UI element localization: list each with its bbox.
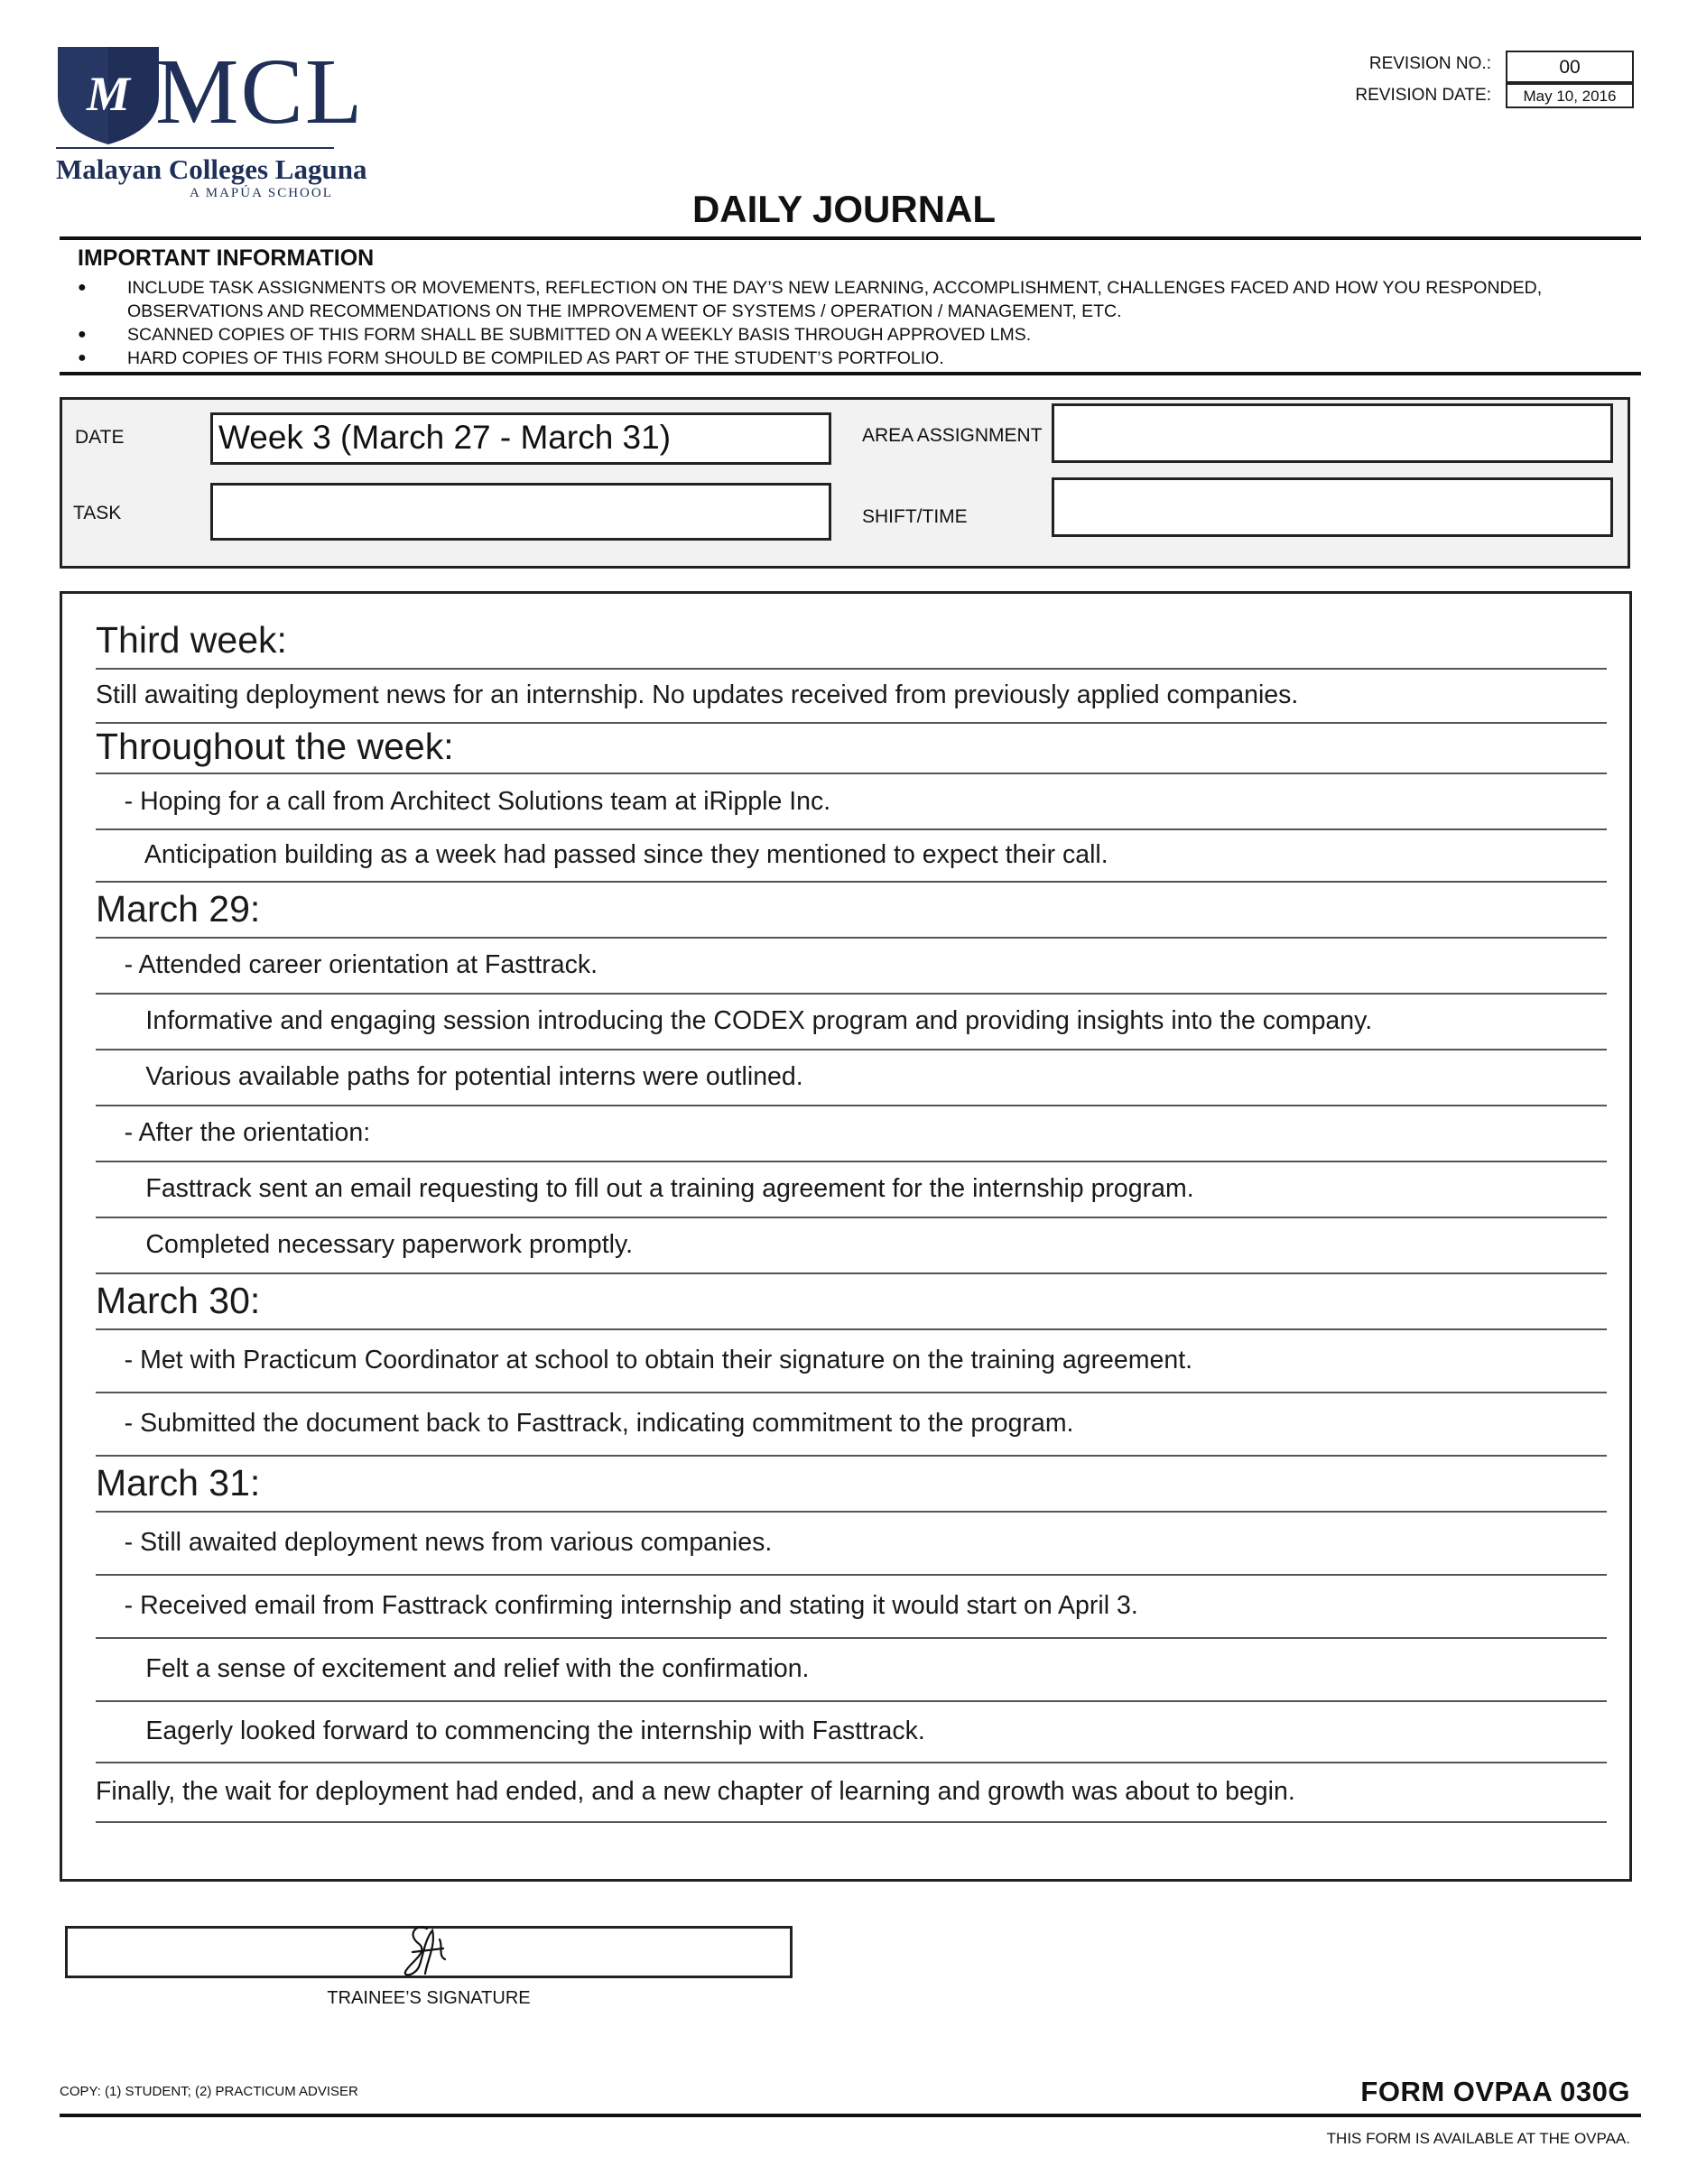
journal-line: Completed necessary paperwork promptly. [96, 1218, 1607, 1274]
title-divider [60, 236, 1641, 240]
bullet-icon: ● [78, 350, 87, 366]
info-item-text: HARD COPIES OF THIS FORM SHOULD BE COMPILED AS PART OF THE STUDENT’S PORTFOLIO. [127, 348, 944, 368]
journal-line: - Met with Practicum Coordinator at school to obtain their signature on the training agreement. [96, 1330, 1607, 1393]
important-info-list [78, 276, 1576, 370]
journal-line: Informative and engaging session introducing the CODEX program and providing insights into the company. [96, 995, 1607, 1050]
copy-distribution: COPY: (1) STUDENT; (2) PRACTICUM ADVISER [60, 2084, 358, 2099]
logo-wordmark: MCL [155, 40, 365, 143]
journal-heading: March 29: [96, 883, 1607, 939]
area-assignment-field[interactable] [1052, 403, 1613, 463]
date-value: Week 3 (March 27 - March 31) [218, 419, 672, 456]
school-logo [54, 40, 367, 204]
revision-date-field: May 10, 2016 [1506, 83, 1634, 108]
shift-time-field[interactable] [1052, 477, 1613, 537]
revision-no-field: 00 [1506, 51, 1634, 83]
task-field[interactable] [210, 483, 831, 541]
mcl-shield-icon [54, 42, 162, 148]
journal-heading: March 31: [96, 1457, 1607, 1513]
info-item [78, 323, 1576, 347]
journal-heading: March 30: [96, 1274, 1607, 1330]
school-name: Malayan Colleges Laguna [56, 153, 367, 185]
info-item-text: INCLUDE TASK ASSIGNMENTS OR MOVEMENTS, REFLECTION ON THE DAY’S NEW LEARNING, ACCOMPLISHMENT, CHALLENGES FACED AND HOW YOU RESPONDED, OBSERVATIONS AND RECOMMENDATIONS ON THE IMPROVEMENT OF SYSTEMS / OPERATION / MANAGEMENT, ETC. [127, 278, 1543, 321]
date-field[interactable] [210, 412, 831, 465]
date-label: DATE [75, 427, 125, 448]
journal-line: Various available paths for potential interns were outlined. [96, 1050, 1607, 1106]
area-assignment-label: AREA ASSIGNMENT [862, 425, 1043, 446]
bullet-icon: ● [78, 327, 87, 342]
journal-line: Eagerly looked forward to commencing the internship with Fasttrack. [96, 1702, 1607, 1763]
revision-date-label: REVISION DATE: [1355, 86, 1491, 105]
info-item-text: SCANNED COPIES OF THIS FORM SHALL BE SUBMITTED ON A WEEKLY BASIS THROUGH APPROVED LMS. [127, 325, 1032, 345]
signature-scribble-icon [400, 1921, 452, 1981]
revision-no-label: REVISION NO.: [1368, 54, 1491, 73]
important-info-heading: IMPORTANT INFORMATION [78, 245, 375, 271]
header-form [60, 397, 1630, 569]
signature-label: TRAINEE’S SIGNATURE [327, 1988, 531, 2008]
form-availability: THIS FORM IS AVAILABLE AT THE OVPAA. [1326, 2130, 1630, 2147]
info-item [78, 276, 1576, 323]
school-tagline: A MAPÚA SCHOOL [190, 186, 333, 200]
page-title: DAILY JOURNAL [691, 188, 997, 230]
journal-line: Felt a sense of excitement and relief with the confirmation. [96, 1639, 1607, 1702]
journal-line: - After the orientation: [96, 1106, 1607, 1162]
task-label: TASK [73, 503, 122, 523]
journal-line: - Received email from Fasttrack confirming internship and stating it would start on April 3. [96, 1576, 1607, 1639]
journal-line: - Submitted the document back to Fasttrack, indicating commitment to the program. [96, 1393, 1607, 1457]
form-code: FORM OVPAA 030G [1360, 2076, 1630, 2107]
journal-line: Fasttrack sent an email requesting to fill out a training agreement for the internship program. [96, 1162, 1607, 1218]
journal-line: - Attended career orientation at Fasttrack. [96, 939, 1607, 995]
journal-line: - Hoping for a call from Architect Solutions team at iRipple Inc. [96, 776, 1607, 830]
journal-line: Anticipation building as a week had passed since they mentioned to expect their call. [96, 830, 1607, 883]
journal-heading: Throughout the week: [96, 722, 1607, 774]
journal-heading: Third week: [96, 614, 1607, 670]
info-divider [60, 372, 1641, 375]
info-item [78, 347, 1576, 370]
shift-time-label: SHIFT/TIME [862, 506, 968, 527]
bullet-icon: ● [78, 280, 87, 295]
journal-line: - Still awaited deployment news from various companies. [96, 1513, 1607, 1576]
footer-divider [60, 2114, 1641, 2117]
logo-mark: M [86, 67, 131, 121]
journal-line: Still awaiting deployment news for an internship. No updates received from previously applied companies. [96, 670, 1607, 724]
logo-divider [56, 147, 334, 149]
signature-box[interactable] [65, 1926, 793, 1978]
journal-line: Finally, the wait for deployment had ended, and a new chapter of learning and growth was about to begin. [96, 1763, 1607, 1823]
